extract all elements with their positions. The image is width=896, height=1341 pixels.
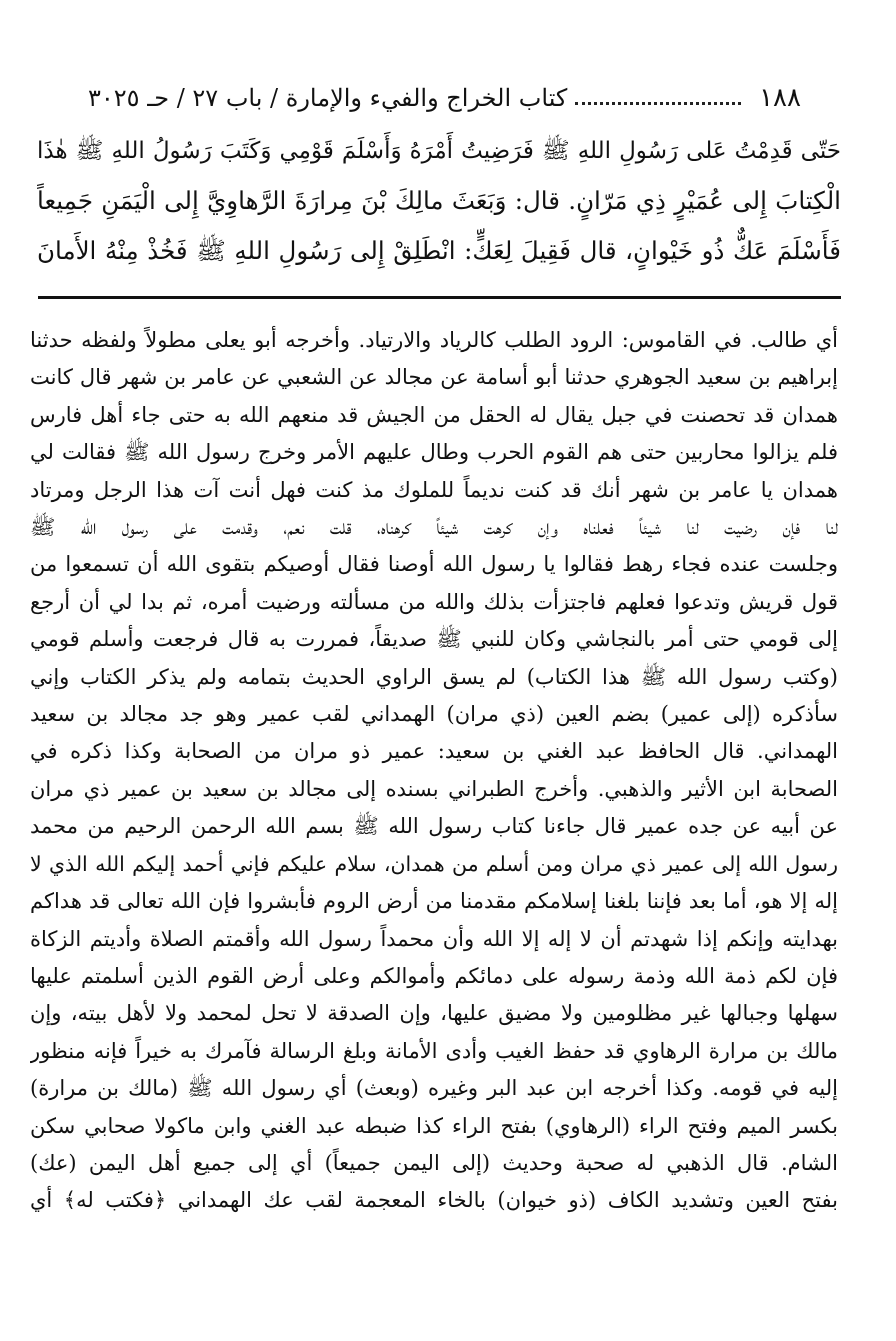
note-line: مالك بن مرارة الرهاوي قد حفظ الغيب وأدى الأمانة وبلغ الرسالة فآمرك به خيراً فإنه منظور (30, 1038, 838, 1063)
note-line: فإن لكم ذمة الله وذمة رسوله على دمائكم وأموالكم وعلى أرض القوم الذين أسلمتم عليها (30, 963, 838, 988)
main-text-line: فَأَسْلَمَ عَكٌّ ذُو خَيْوانٍ، قال فَقِيلَ لِعَكٍّ: انْطَلِقْ إِلى رَسُولِ اللهِ ﷺ فَخُذْ مِنْهُ الأَمانَ (37, 236, 841, 265)
note-line: سأذكره (إلى عمير) بضم العين (ذي مران) الهمداني لقب عمير وهو جد مجالد بن سعيد (30, 702, 838, 727)
page-number: ١٨٨ (759, 83, 801, 113)
header-dotted-leader (575, 102, 741, 105)
note-line: إبراهيم بن سعيد الجوهري حدثنا أبو أسامة عن مجالد عن الشعبي عن عامر بن شهر قال كانت (30, 365, 838, 390)
running-title: كتاب الخراج والفيء والإمارة / باب ٢٧ / حـ ٣٠٢٥ (88, 84, 568, 112)
note-line: رسول الله إلى عمير ذي مران ومن أسلم من همدان، سلام عليكم فإني أحمد إليكم الله الذي لا (30, 851, 838, 876)
note-line: قول قريش وتدعوا فعلهم فاجتزأت بذلك والله من مسألته ورضيت أمره، ثم بدا لي أن أرجع (30, 589, 838, 614)
note-line: بفتح العين وتشديد الكاف (ذو خيوان) بالخاء المعجمة لقب عك الهمداني ﴿فكتب له﴾ أي (30, 1188, 838, 1213)
note-line: همدان يا عامر بن شهر أنك قد كنت نديماً للملوك مذ كنت فهل أنت آت هذا الرجل ومرتاد (30, 477, 838, 502)
note-line: عن أبيه عن جده عمير قال جاءنا كتاب رسول الله ﷺ بسم الله الرحمن الرحيم من محمد (30, 814, 838, 839)
note-line: بكسر الميم وفتح الراء (الرهاوي) بفتح الراء كذا ضبطه عبد الغني وابن ماكولا صحابي سكن (30, 1113, 838, 1138)
note-line: إلى قومي حتى أمر بالنجاشي وكان للنبي ﷺ صديقاً، فمررت به قال فرجعت وأسلم قومي (30, 627, 838, 652)
main-text-line: حَتّى قَدِمْتُ عَلى رَسُولِ اللهِ ﷺ فَرَضِيتُ أَمْرَهُ وَأَسْلَمَ قَوْمِي وَكَتَبَ رَسُولُ اللهِ ﷺ هٰذَا (37, 138, 841, 164)
page-header (88, 78, 801, 118)
note-line: فلم يزالوا محاربين حتى هم القوم الحرب وطال عليهم الأمر وخرج رسول الله ﷺ فقالت لي (30, 440, 838, 465)
note-line: إليه في قومه. وكذا أخرجه ابن عبد البر وغيره (وبعث) أي رسول الله ﷺ (مالك بن مرارة) (30, 1076, 838, 1101)
main-text-line: الْكِتابَ إِلى عُمَيْرٍ ذِي مَرّانٍ. قال: وَبَعَثَ مالِكَ بْنَ مِرارَةَ الرَّهاوِيَّ إِلى الْيَمَنِ جَمِيعاً (37, 186, 841, 215)
separator-rule (38, 296, 841, 299)
note-line: وجلست عنده فجاء رهط فقالوا يا رسول الله أوصنا فقال أوصيكم بتقوى الله أن تسمعوا من (30, 552, 838, 577)
note-line: الصحابة ابن الأثير والذهبي. وأخرج الطبراني بسنده إلى مجالد بن سعيد بن عمير ذي مران (30, 776, 838, 801)
note-line: بهدايته وإنكم إذا شهدتم أن لا إله إلا الله وأن محمداً رسول الله وأقمتم الصلاة وأديتم الزكاة (30, 926, 838, 951)
note-line: الشام. قال الذهبي له صحبة وحديث (إلى اليمن جميعاً) أي إلى جميع أهل اليمن (عك) (30, 1150, 838, 1175)
note-line: الهمداني. قال الحافظ عبد الغني بن سعيد: عمير ذو مران من الصحابة وكذا ذكره في (30, 739, 838, 764)
note-line: إله إلا هو، أما بعد فإننا بلغنا إسلامكم مقدمنا من أرض الروم فأبشروا فإن الله تعالى قد هداكم (30, 889, 838, 914)
note-line: (وكتب رسول الله ﷺ هذا الكتاب) لم يسق الراوي الحديث بتمامه ولم يذكر الكتاب وإني (30, 664, 838, 689)
note-line: لنا فإن رضيت لنا شيئاً فعلناه وإن كرهت شيئاً كرهناه، قلت نعم، وقدمت على رسول الله ﷺ (30, 515, 838, 540)
note-line: سهلها وجبالها غير مظلومين ولا مضيق عليها، وإن الصدقة لا تحل لمحمد ولا لأهل بيته، وإن (30, 1001, 838, 1026)
hadith-main-text (37, 126, 841, 276)
note-line: أي طالب. في القاموس: الرود الطلب كالرياد والارتياد. وأخرجه أبو يعلى مطولاً ولفظه حدثنا (30, 328, 838, 352)
note-line: همدان قد تحصنت في جبل يقال له الحقل من الجيش قد منعهم الله به حتى جاء أهل فارس (30, 402, 838, 427)
commentary-notes (30, 322, 838, 1220)
